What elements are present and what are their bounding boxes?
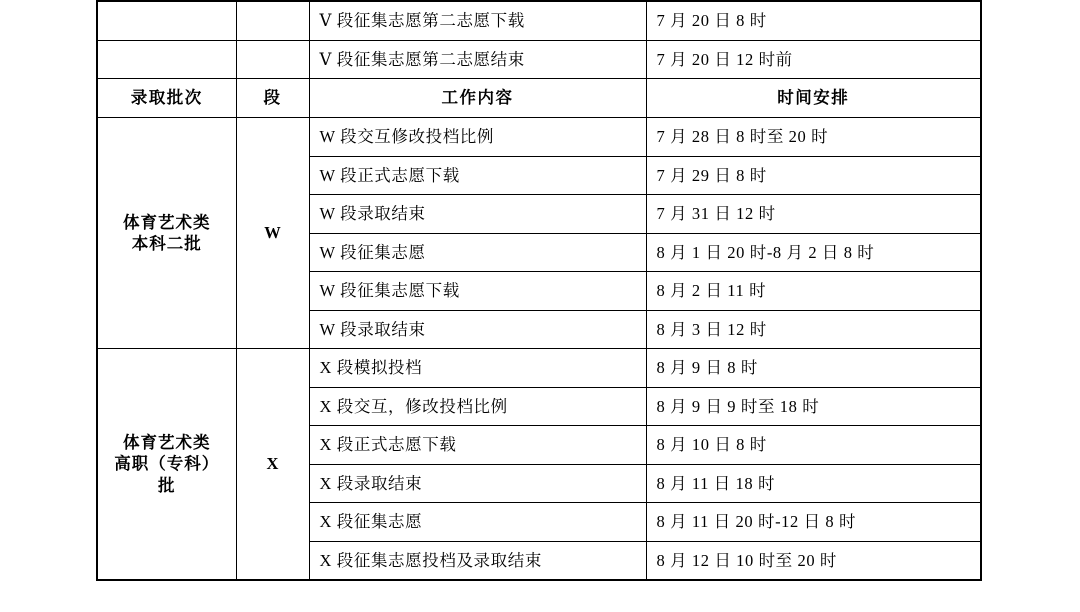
cell-time: 7 月 20 日 12 时前 xyxy=(646,40,981,79)
batch-label-line1: 体育艺术类 xyxy=(123,432,211,452)
cell-work: X 段交互，修改投档比例 xyxy=(309,387,646,426)
cell-time: 8 月 9 日 9 时至 18 时 xyxy=(646,387,981,426)
cell-work: W 段录取结束 xyxy=(309,310,646,349)
cell-time: 7 月 28 日 8 时至 20 时 xyxy=(646,118,981,157)
table-row xyxy=(97,349,981,388)
cell-time: 8 月 1 日 20 时-8 月 2 日 8 时 xyxy=(646,233,981,272)
cell-work: W 段录取结束 xyxy=(309,195,646,234)
column-header-segment: 段 xyxy=(236,79,309,118)
cell-work: X 段模拟投档 xyxy=(309,349,646,388)
cell-work: X 段正式志愿下载 xyxy=(309,426,646,465)
cell-time: 8 月 11 日 18 时 xyxy=(646,464,981,503)
cell-batch-continued xyxy=(97,1,236,40)
column-header-work: 工作内容 xyxy=(309,79,646,118)
cell-work: W 段征集志愿下载 xyxy=(309,272,646,311)
cell-work: X 段征集志愿投档及录取结束 xyxy=(309,541,646,580)
cell-segment-continued xyxy=(236,1,309,40)
cell-segment-continued xyxy=(236,40,309,79)
cell-work: Ⅴ 段征集志愿第二志愿下载 xyxy=(309,1,646,40)
table-row xyxy=(97,1,981,40)
cell-work: X 段征集志愿 xyxy=(309,503,646,542)
cell-work: W 段正式志愿下载 xyxy=(309,156,646,195)
table-row xyxy=(97,118,981,157)
cell-segment-group-1: W xyxy=(236,118,309,349)
cell-time: 8 月 11 日 20 时-12 日 8 时 xyxy=(646,503,981,542)
cell-work: X 段录取结束 xyxy=(309,464,646,503)
column-header-batch: 录取批次 xyxy=(97,79,236,118)
cell-time: 8 月 2 日 11 时 xyxy=(646,272,981,311)
admission-schedule-table xyxy=(96,0,982,581)
cell-work: Ⅴ 段征集志愿第二志愿结束 xyxy=(309,40,646,79)
column-header-time: 时间安排 xyxy=(646,79,981,118)
cell-time: 8 月 3 日 12 时 xyxy=(646,310,981,349)
cell-batch-group-2 xyxy=(97,349,236,581)
cell-time: 7 月 20 日 8 时 xyxy=(646,1,981,40)
batch-label-line2: 高职（专科）批 xyxy=(114,454,220,495)
cell-segment-group-2: X xyxy=(236,349,309,581)
cell-work: W 段交互修改投档比例 xyxy=(309,118,646,157)
cell-batch-continued xyxy=(97,40,236,79)
cell-batch-group-1 xyxy=(97,118,236,349)
cell-time: 8 月 9 日 8 时 xyxy=(646,349,981,388)
batch-label-line2: 本科二批 xyxy=(131,234,202,253)
table-row xyxy=(97,40,981,79)
cell-time: 7 月 29 日 8 时 xyxy=(646,156,981,195)
batch-label-line1: 体育艺术类 xyxy=(123,212,211,232)
cell-time: 7 月 31 日 12 时 xyxy=(646,195,981,234)
table-header-row xyxy=(97,79,981,118)
cell-work: W 段征集志愿 xyxy=(309,233,646,272)
cell-time: 8 月 10 日 8 时 xyxy=(646,426,981,465)
cell-time: 8 月 12 日 10 时至 20 时 xyxy=(646,541,981,580)
